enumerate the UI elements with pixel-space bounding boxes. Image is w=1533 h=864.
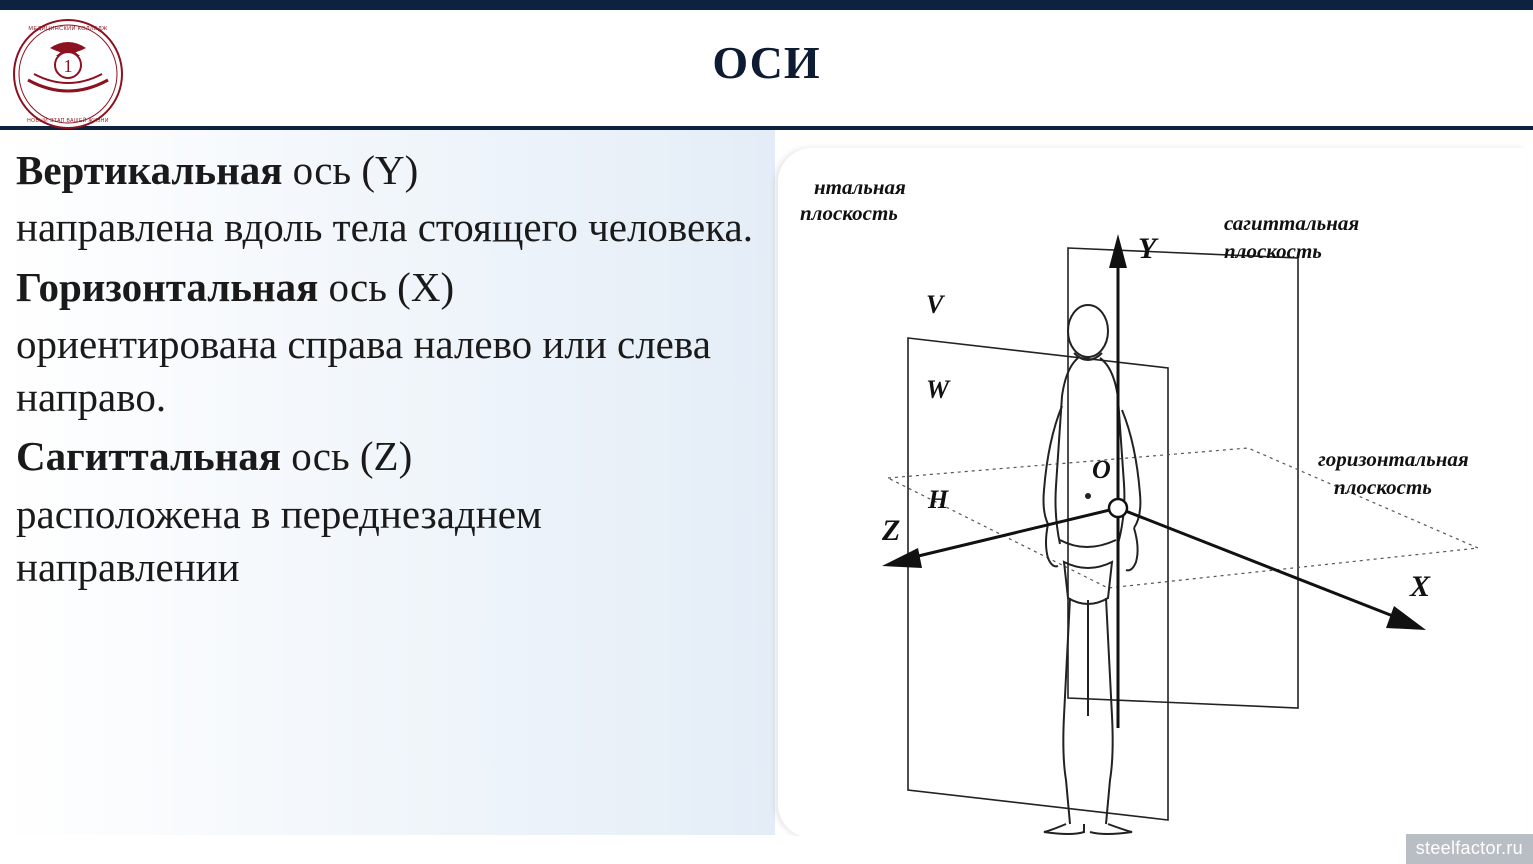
axis-label-x: X [1410,570,1431,603]
axis-description-sagittal: расположена в переднезаднем направлении [16,490,542,591]
page-title: ОСИ [712,37,821,88]
plane-label-h: H [928,485,949,514]
caption-sagittal-line1: сагиттальная [1224,211,1360,235]
svg-text:1: 1 [63,56,73,76]
axis-name-horizontal: Горизонтальная [16,263,319,310]
plane-label-v: V [926,290,944,319]
top-accent-bar [0,0,1533,10]
caption-frontal-line1: нтальная [814,175,906,199]
axis-label-y: Y [1138,232,1157,265]
axis-symbol-vertical: ось (Y) [282,147,419,193]
axis-label-z: Z [882,514,901,547]
axis-description-vertical: направлена вдоль тела стоящего человека. [16,204,753,251]
caption-horizontal-line1: горизонтальная [1318,447,1469,471]
axis-paragraph-vertical [16,144,759,197]
bottom-bar [0,836,1533,864]
axis-description-horizontal: ориентирована справа налево или слева направо. [16,320,711,421]
caption-horizontal-line2: плоскость [1334,475,1432,499]
caption-sagittal-line2: плоскость [1224,239,1322,263]
axis-paragraph-horizontal [16,261,759,314]
text-panel [0,130,775,835]
origin-label-o: O [1092,455,1111,484]
caption-frontal-line2: плоскость [800,201,898,225]
axis-name-vertical: Вертикальная [16,147,283,193]
svg-text:МЕДИЦИНСКИЙ КОЛЛЕДЖ: МЕДИЦИНСКИЙ КОЛЛЕДЖ [28,26,108,32]
axis-symbol-sagittal: ось (Z) [280,433,413,480]
axis-paragraph-sagittal [16,430,759,483]
svg-text:НОВЫЙ ЭТАП ВАШЕЙ ЖИЗНИ: НОВЫЙ ЭТАП ВАШЕЙ ЖИЗНИ [27,118,109,124]
axis-name-sagittal: Сагиттальная [16,433,281,480]
axis-symbol-horizontal: ось (X) [318,263,455,310]
plane-label-w: W [926,375,950,404]
watermark: steelfactor.ru [1406,834,1533,864]
anatomical-axes-diagram [778,148,1526,838]
slide-header [0,10,1533,130]
